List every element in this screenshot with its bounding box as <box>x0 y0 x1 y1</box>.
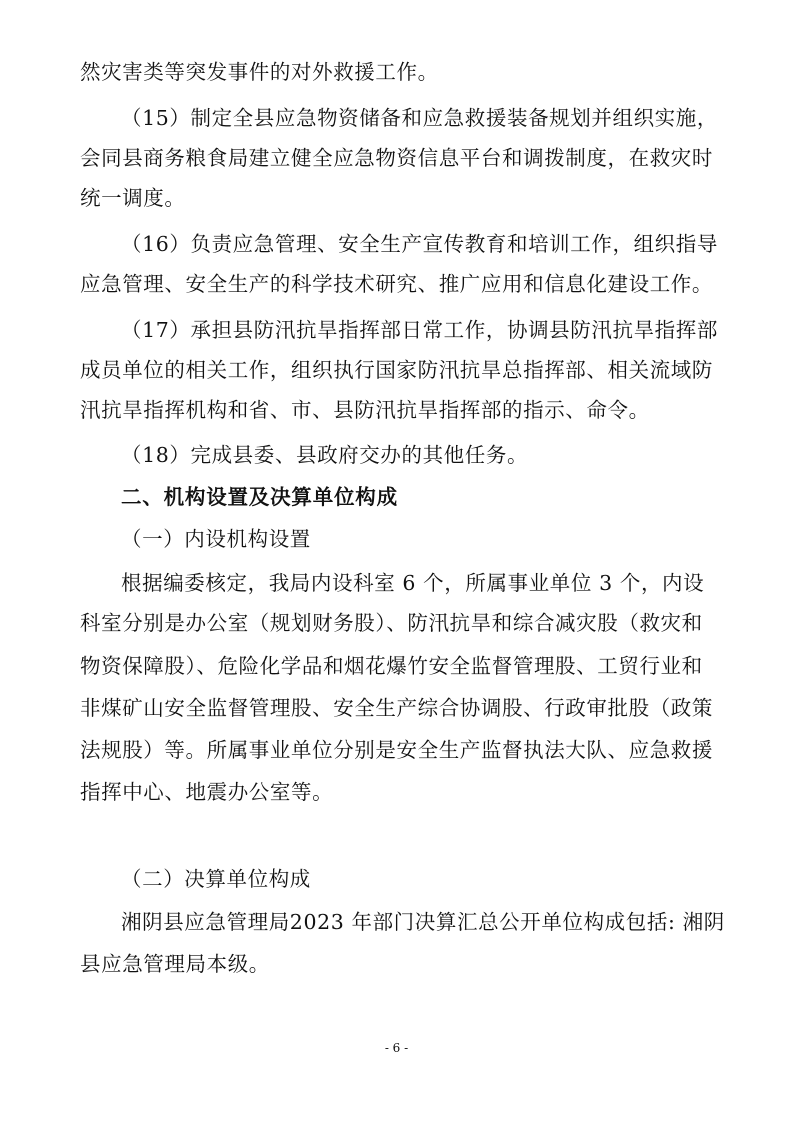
text-line: 非煤矿山安全监督管理股、安全生产综合协调股、行政审批股（政策 <box>80 696 713 720</box>
subsection-heading: （一）内设机构设置 <box>121 527 311 551</box>
text-line: （18）完成县委、县政府交办的其他任务。 <box>121 443 529 467</box>
text-line: 湘阴县应急管理局2023 年部门决算汇总公开单位构成包括: 湘阴 <box>121 910 725 934</box>
text-line: 会同县商务粮食局建立健全应急物资信息平台和调拨制度，在救灾时 <box>80 146 713 170</box>
text-line: 法规股）等。所属事业单位分别是安全生产监督执法大队、应急救援 <box>80 738 713 762</box>
text-line: 物资保障股）、危险化学品和烟花爆竹安全监督管理股、工贸行业和 <box>80 654 703 678</box>
section-heading: 二、机构设置及决算单位构成 <box>121 485 398 509</box>
text-line: （16）负责应急管理、安全生产宣传教育和培训工作，组织指导 <box>121 232 718 256</box>
text-line: 应急管理、安全生产的科学技术研究、推广应用和信息化建设工作。 <box>80 272 713 296</box>
text-line: 根据编委核定，我局内设科室 6 个，所属事业单位 3 个，内设 <box>121 571 705 595</box>
text-line: 科室分别是办公室（规划财务股）、防汛抗旱和综合减灾股（救灾和 <box>80 611 703 635</box>
page-number: - 6 - <box>384 1041 409 1055</box>
subsection-heading: （二）决算单位构成 <box>121 867 311 891</box>
text-line: （15）制定全县应急物资储备和应急救援装备规划并组织实施， <box>121 106 718 130</box>
text-line: 成员单位的相关工作，组织执行国家防汛抗旱总指挥部、相关流域防 <box>80 358 713 382</box>
text-line: 汛抗旱指挥机构和省、市、县防汛抗旱指挥部的指示、命令。 <box>80 398 650 422</box>
text-line: （17）承担县防汛抗旱指挥部日常工作，协调县防汛抗旱指挥部 <box>121 318 718 342</box>
text-line: 然灾害类等突发事件的对外救援工作。 <box>80 60 439 84</box>
text-line: 指挥中心、地震办公室等。 <box>80 780 334 804</box>
text-line: 统一调度。 <box>80 186 186 210</box>
text-line: 县应急管理局本级。 <box>80 952 270 976</box>
